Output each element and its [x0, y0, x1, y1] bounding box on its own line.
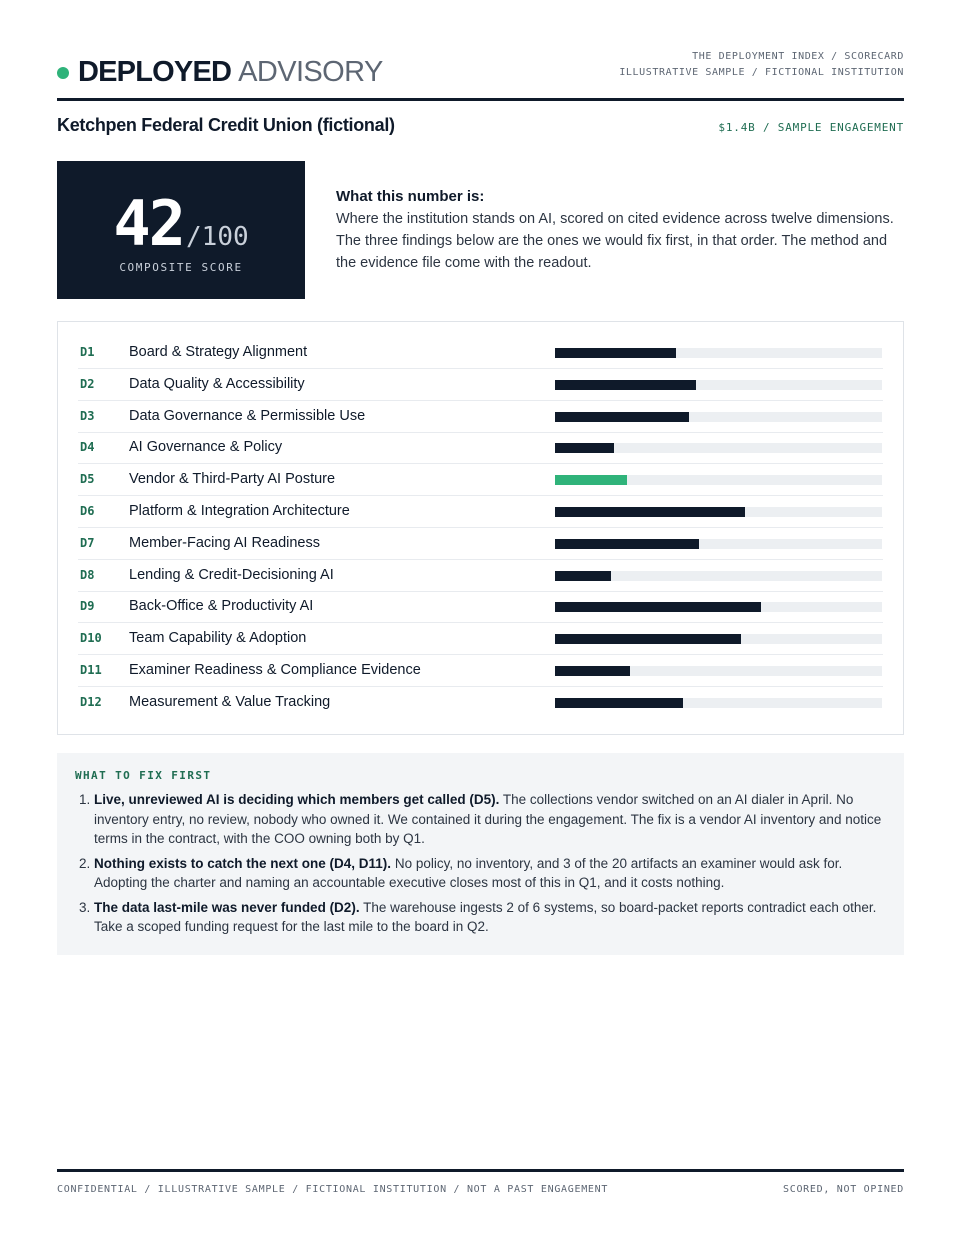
header-meta-line1: THE DEPLOYMENT INDEX / SCORECARD: [692, 51, 904, 62]
page-footer: [57, 1169, 904, 1199]
dimension-code: D1: [80, 345, 95, 359]
dimension-score-bar: [555, 412, 689, 422]
institution-row: [57, 115, 904, 139]
fix-item-lead: Nothing exists to catch the next one (D4, D11).: [94, 855, 392, 871]
dimension-row-d12: [78, 687, 883, 719]
dimension-label: Member-Facing AI Readiness: [129, 534, 320, 551]
dimension-score-bar: [555, 443, 614, 453]
dimension-score-bar: [555, 475, 627, 485]
brand-name-light: ADVISORY: [238, 56, 383, 88]
fix-first-title: WHAT TO FIX FIRST: [75, 769, 212, 782]
dimension-code: D8: [80, 567, 95, 582]
dimension-code: D2: [80, 376, 95, 391]
fix-item-lead: Live, unreviewed AI is deciding which members get called (D5).: [94, 792, 500, 807]
explanation-title: What this number is:: [336, 188, 485, 205]
score-value: 42: [113, 187, 185, 260]
dimension-score-bar: [555, 571, 611, 581]
score-label: COMPOSITE SCORE: [119, 261, 243, 274]
dimension-row-d1: [78, 337, 883, 369]
dimension-label: Team Capability & Adoption: [129, 630, 307, 647]
dimension-score-track: [555, 634, 882, 644]
dimension-score-bar: [555, 634, 741, 644]
dimension-label: Vendor & Third-Party AI Posture: [129, 471, 336, 488]
dimension-code: D5: [80, 472, 95, 487]
dimension-code: D3: [80, 408, 95, 423]
fix-item: [79, 854, 884, 893]
dimension-row-d11: [78, 655, 883, 687]
fix-item: [79, 898, 884, 937]
dimension-code: D12: [80, 694, 102, 709]
dimension-row-d10: [78, 623, 883, 655]
brand-name-strong: DEPLOYED: [78, 56, 232, 88]
dimension-score-bar: [555, 507, 745, 517]
brand-dot-icon: [57, 67, 69, 79]
dimension-score-bar: [555, 348, 676, 358]
dimension-score-track: [555, 443, 882, 453]
dimension-score-bar: [555, 666, 630, 676]
dimension-code: D6: [80, 504, 95, 518]
dimension-score-track: [555, 475, 882, 485]
dimension-score-bar: [555, 539, 699, 549]
dimension-row-d2: [78, 369, 883, 401]
fix-item-number: 2.: [79, 855, 91, 871]
dimension-row-d8: [78, 560, 883, 592]
fix-item: [79, 790, 884, 849]
dimension-code: D10: [80, 631, 102, 646]
dimension-row-d6: [78, 496, 883, 528]
dimension-code: D4: [80, 440, 95, 455]
dimension-label: Platform & Integration Architecture: [129, 503, 350, 519]
institution-name: Ketchpen Federal Credit Union (fictional): [57, 115, 395, 135]
fix-item-lead: The data last-mile was never funded (D2).: [94, 899, 360, 915]
dimension-score-track: [555, 348, 882, 358]
dimension-code: D11: [80, 663, 102, 677]
dimension-score-track: [555, 507, 882, 517]
dimension-row-d5: [78, 464, 883, 496]
dimension-code: D7: [80, 535, 95, 550]
dimension-label: Data Governance & Permissible Use: [129, 407, 366, 424]
dimension-scores-panel: [57, 321, 904, 735]
page-header: [57, 44, 904, 101]
fix-item-body: The warehouse ingests 2 of 6 systems, so board-packet reports contradict each other. Take a scoped funding request for the last mile to the board in Q2.: [94, 899, 877, 934]
dimension-row-d7: [78, 528, 883, 560]
dimension-label: Back-Office & Productivity AI: [129, 598, 314, 615]
dimension-score-track: [555, 412, 882, 422]
fix-item-body: No policy, no inventory, and 3 of the 20 artifacts an examiner would ask for. Adopting the charter and naming an accountable executive closes most of this in Q1, and it costs nothing.: [94, 855, 843, 890]
explanation-body: Where the institution stands on AI, scored on cited evidence across twelve dimensions. The three findings below are the ones we would fix first, in that order. The method and the evidence file come with the readout.: [336, 211, 894, 271]
dimension-row-d4: [78, 432, 883, 464]
fix-first-list: [79, 790, 884, 942]
fix-item-number: 1.: [79, 792, 91, 807]
dimension-label: Board & Strategy Alignment: [129, 344, 308, 360]
dimension-score-track: [555, 602, 882, 612]
composite-score: [57, 187, 305, 260]
dimension-score-bar: [555, 602, 761, 612]
footer-tagline: SCORED, NOT OPINED: [783, 1184, 904, 1195]
engagement-tag: $1.4B / SAMPLE ENGAGEMENT: [718, 121, 904, 134]
score-explanation: [336, 188, 904, 274]
footer-confidential-note: CONFIDENTIAL / ILLUSTRATIVE SAMPLE / FICTIONAL INSTITUTION / NOT A PAST ENGAGEMENT: [57, 1184, 609, 1195]
header-meta-line2: ILLUSTRATIVE SAMPLE / FICTIONAL INSTITUTION: [619, 67, 904, 78]
dimension-label: Examiner Readiness & Compliance Evidence: [129, 662, 421, 678]
composite-score-card: [57, 161, 305, 299]
header-meta: [619, 49, 904, 81]
dimension-label: Measurement & Value Tracking: [129, 693, 331, 710]
dimension-score-bar: [555, 380, 696, 390]
dimension-score-bar: [555, 698, 683, 708]
fix-item-body: The collections vendor switched on an AI dialer in April. No inventory entry, no review, nobody who owned it. We contained it during the engagement. The fix is a vendor AI inventory and notice terms in the contract, with the COO owning both by Q1.: [94, 792, 882, 846]
dimension-row-d3: [78, 401, 883, 433]
dimension-code: D9: [80, 599, 95, 614]
dimension-label: Data Quality & Accessibility: [129, 375, 305, 392]
dimension-score-track: [555, 666, 882, 676]
dimension-score-track: [555, 539, 882, 549]
dimension-score-track: [555, 571, 882, 581]
fix-item-number: 3.: [79, 899, 91, 915]
brand-logo: [57, 56, 383, 89]
dimension-row-d9: [78, 591, 883, 623]
score-out-of: /100: [186, 222, 249, 252]
what-to-fix-first-panel: [57, 753, 904, 955]
dimension-score-track: [555, 380, 882, 390]
dimension-label: AI Governance & Policy: [129, 439, 283, 456]
dimension-score-track: [555, 698, 882, 708]
dimension-label: Lending & Credit-Decisioning AI: [129, 566, 334, 583]
